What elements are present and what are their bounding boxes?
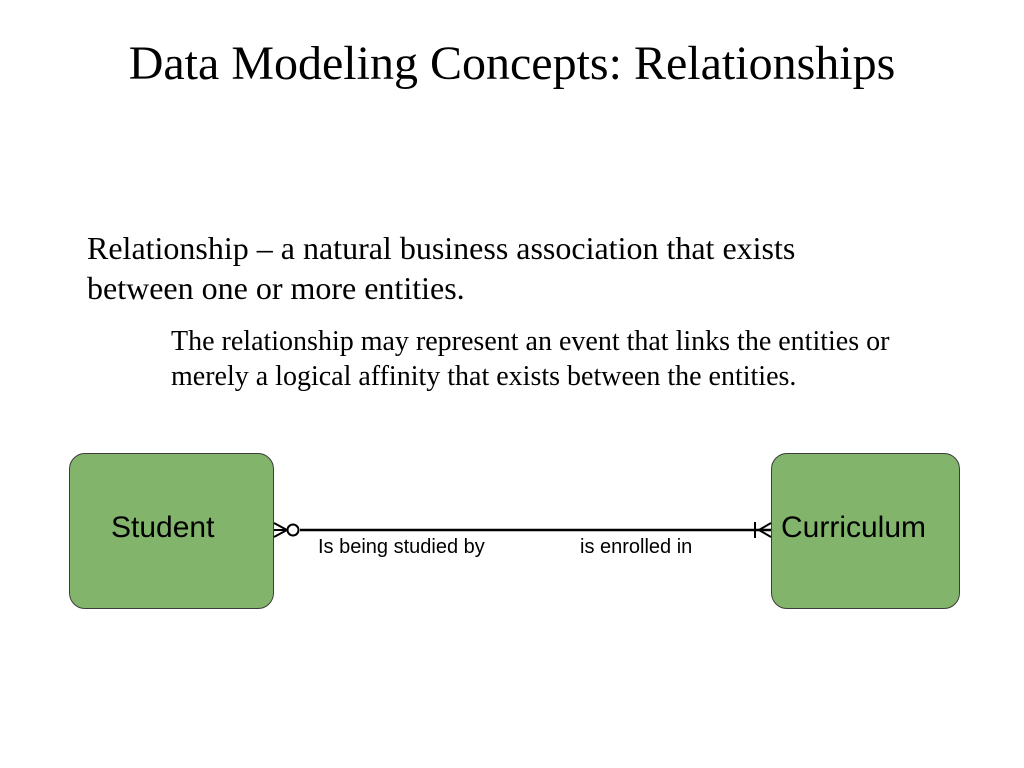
definition-text: Relationship – a natural business association that exists between one or more entities.: [87, 230, 796, 306]
detail-text: The relationship may represent an event that links the entities or merely a logical affinity that exists between the entities.: [171, 326, 890, 392]
relationship-label-right: is enrolled in: [580, 536, 693, 558]
entity-student-label: Student: [111, 511, 215, 544]
entity-curriculum-label: Curriculum: [781, 511, 927, 544]
zero-or-many-marker: [274, 523, 299, 537]
relationship-label-left: Is being studied by: [318, 536, 485, 558]
slide-title: Data Modeling Concepts: Relationships: [128, 37, 896, 90]
